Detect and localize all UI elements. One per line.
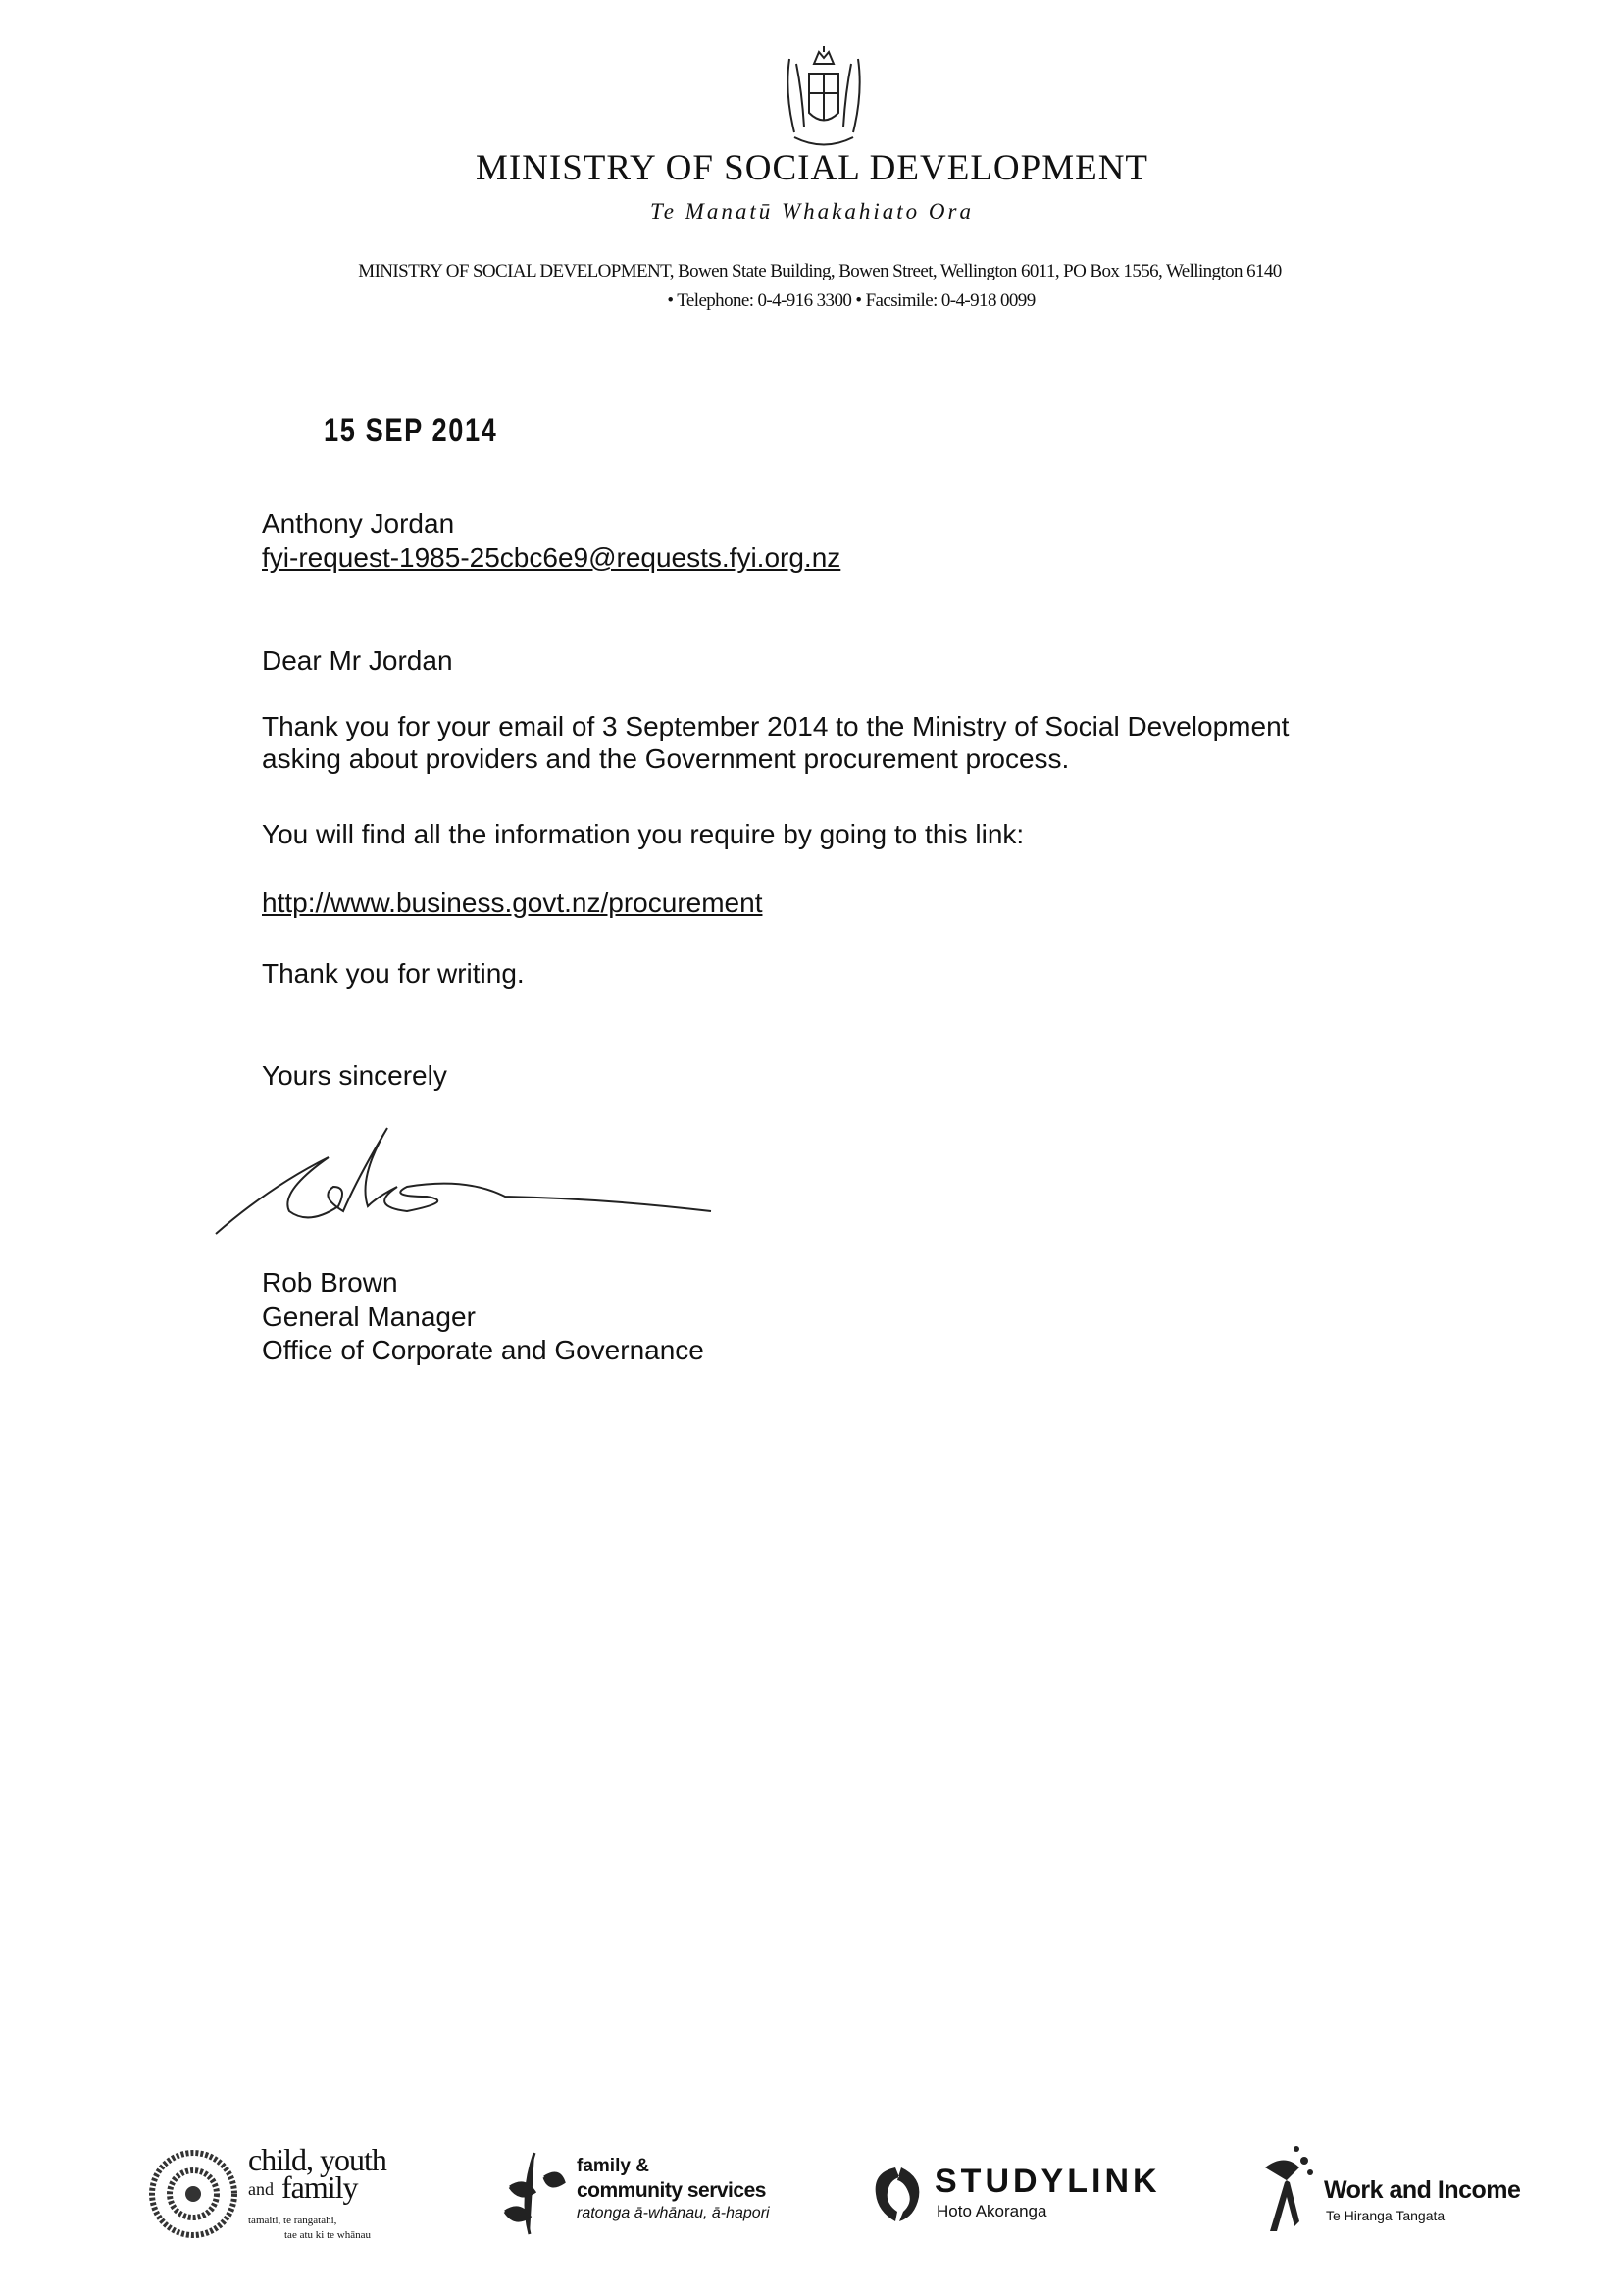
studylink-sub: Hoto Akoranga [937, 2202, 1047, 2220]
studylink-logo [868, 2163, 1211, 2241]
studylink-s-icon [868, 2163, 927, 2226]
signatory-office: Office of Corporate and Governance [262, 1335, 704, 1365]
cyf-and: and [248, 2179, 274, 2199]
leaf-plant-icon [490, 2148, 569, 2236]
paragraph-1-line-2: asking about providers and the Government procurement process. [262, 743, 1070, 774]
paragraph-2: You will find all the information you require by going to this link: [262, 819, 1025, 849]
studylink-name: STUDYLINK [935, 2163, 1161, 2200]
cyf-logo [147, 2140, 422, 2248]
signatory-title: General Manager [262, 1301, 476, 1332]
wi-sub: Te Hiranga Tangata [1326, 2208, 1446, 2223]
date-stamp: 15 SEP 2014 [324, 412, 498, 449]
cyf-sub1: tamaiti, te rangatahi, [248, 2215, 337, 2226]
fcs-line2: community services [577, 2179, 766, 2202]
fcs-logo [490, 2148, 804, 2246]
salutation: Dear Mr Jordan [262, 645, 453, 676]
ministry-name: MINISTRY OF SOCIAL DEVELOPMENT [475, 148, 1149, 188]
procurement-link[interactable]: http://www.business.govt.nz/procurement [262, 888, 763, 918]
ministry-maori-name: Te Manatū Whakahiato Ora [650, 199, 974, 224]
signature [211, 1118, 721, 1246]
cyf-family: family [281, 2169, 358, 2205]
wi-name: Work and Income [1324, 2176, 1521, 2204]
work-and-income-logo [1255, 2143, 1549, 2241]
closing: Yours sincerely [262, 1060, 447, 1091]
fcs-sub: ratonga ā-whānau, ā-hapori [577, 2205, 770, 2221]
signatory-name: Rob Brown [262, 1267, 398, 1298]
cyf-line1: child, youth [248, 2142, 386, 2177]
address-line: MINISTRY OF SOCIAL DEVELOPMENT, Bowen State Building, Bowen Street, Wellington 6011, PO Box 1556, Wellington 6140 [358, 261, 1282, 281]
coat-of-arms-icon [775, 44, 873, 157]
work-and-income-figure-icon [1255, 2143, 1314, 2236]
contact-line: • Telephone: 0-4-916 3300 • Facsimile: 0-4-918 0099 [667, 290, 1036, 311]
cyf-sub2: tae atu ki te whānau [284, 2229, 371, 2241]
fcs-line1: family & [577, 2156, 649, 2176]
paragraph-1-line-1: Thank you for your email of 3 September 2014 to the Ministry of Social Development [262, 711, 1290, 741]
paragraph-3: Thank you for writing. [262, 958, 525, 989]
recipient-name: Anthony Jordan [262, 508, 455, 538]
spiral-icon [147, 2148, 240, 2241]
recipient-email[interactable]: fyi-request-1985-25cbc6e9@requests.fyi.org.nz [262, 542, 841, 573]
